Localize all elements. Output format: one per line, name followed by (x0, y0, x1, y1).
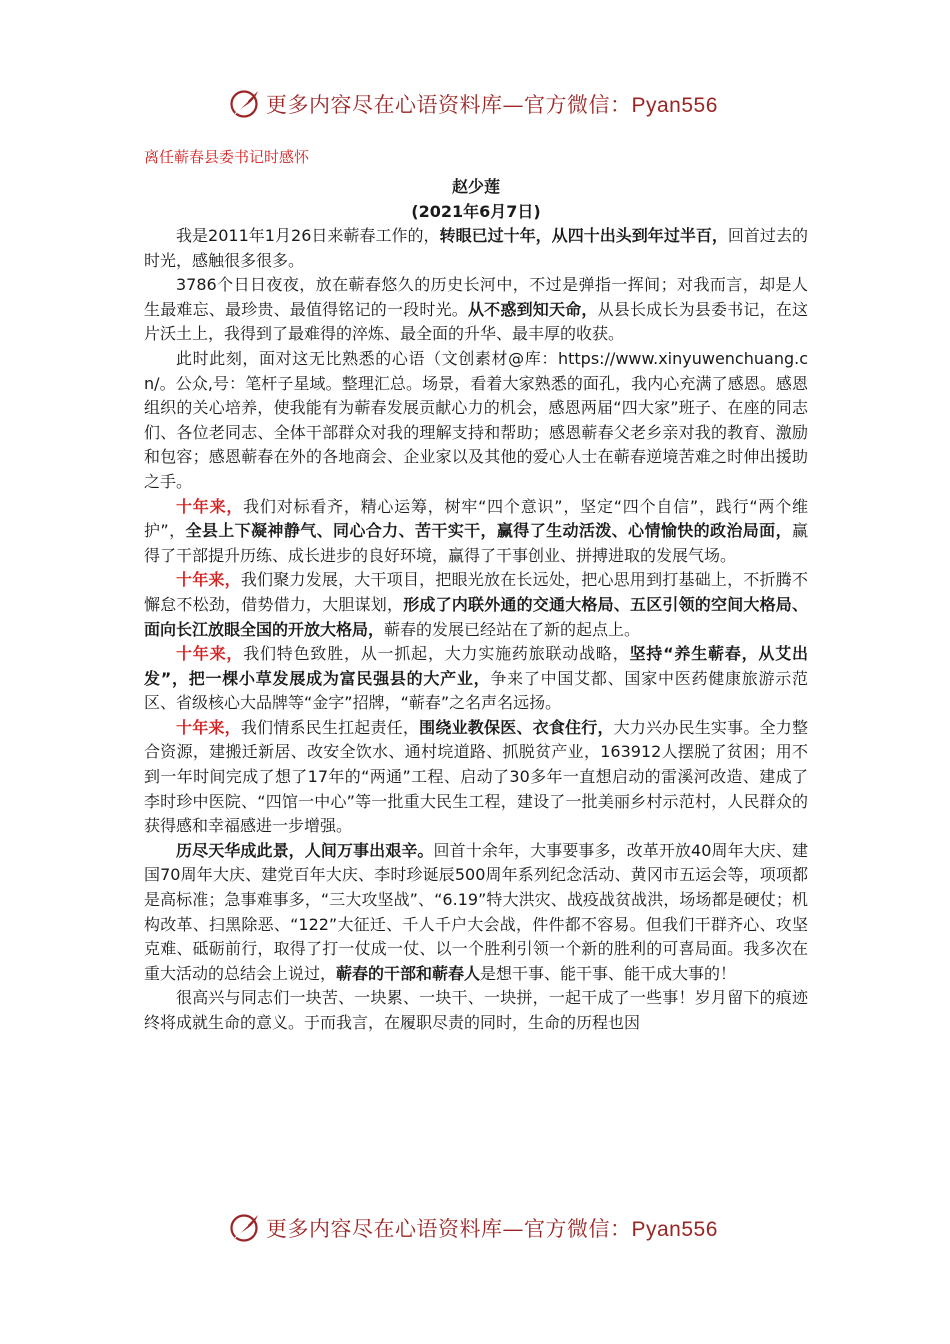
ten-years-label: 十年来， (176, 570, 241, 590)
ten-years-label: 十年来， (176, 717, 241, 737)
wechat-id: Pyan556 (631, 1218, 718, 1241)
paragraph-6: 十年来，我们特色致胜，从一抓起，大力实施药旅联动战略，坚持“养生蕲春，从艾出发”，把一棵小草发展成为富民强县的大产业，争来了中国艾都、国家中医药健康旅游示范区、省级核心大品牌等“金字”招牌，“蕲春”之名声名远扬。 (144, 644, 808, 713)
paragraph-5: 十年来，我们聚力发展，大干项目，把眼光放在长远处，把心思用到打基础上，不折腾不懈怠不松劲，借势借力，大胆谋划，形成了内联外通的交通大格局、五区引领的空间大格局、面向长江放眼全国的开放大格局，蕲春的发展已经站在了新的起点上。 (144, 570, 808, 639)
watermark-text: 更多内容尽在心语资料库—官方微信：Pyan556 (266, 1217, 718, 1241)
paragraph-7: 十年来，我们情系民生扛起责任，围绕业教保医、衣食住行，大力兴办民生实事。全力整合资源，建搬迁新居、改安全饮水、通村垸道路、抓脱贫产业，163912人摆脱了贫困；用不到一年时间完成了想了17年的“两通”工程、启动了30多年一直想启动的雷溪河改造、建成了李时珍中医院、“四馆一中心”等一批重大民生工程，建设了一批美丽乡村示范村，人民群众的获得感和幸福感进一步增强。 (144, 717, 808, 836)
document-title: 离任蕲春县委书记时感怀 (144, 148, 310, 166)
paragraph-9: 很高兴与同志们一块苦、一块累、一块干、一块拼，一起干成了一些事！岁月留下的痕迹终将成就生命的意义。于而我言，在履职尽责的同时，生命的历程也因 (144, 988, 808, 1032)
document-body (144, 144, 808, 1036)
author-name: 赵少莲 (451, 177, 500, 196)
paragraph-4: 十年来，我们对标看齐，精心运筹，树牢“四个意识”，坚定“四个自信”，践行“两个维护”，全县上下凝神静气、同心合力、苦干实干，赢得了生动活泼、心情愉快的政治局面，赢得了干部提升历练、成长进步的良好环境，赢得了干事创业、拼搏进取的发展气场。 (144, 496, 808, 565)
paragraph-3: 此时此刻，面对这无比熟悉的心语（文创素材@库：https://www.xinyuwenchuang.cn/。公众,号：笔杆子星域。整理汇总。场景，看着大家熟悉的面孔，我内心充满了感恩。感恩组织的关心培养，使我能有为蕲春发展贡献心力的机会，感恩两届“四大家”班子、在座的同志们、各位老同志、全体干部群众对我的理解支持和帮助；感恩蕲春父老乡亲对我的教育、激励和包容；感恩蕲春在外的各地商会、企业家以及其他的爱心人士在蕲春逆境苦难之时伸出援助之手。 (144, 348, 808, 491)
watermark-text: 更多内容尽在心语资料库—官方微信：Pyan556 (266, 93, 718, 117)
ten-years-label: 十年来， (176, 496, 244, 516)
document-date: (2021年6月7日) (411, 202, 541, 221)
quill-pen-circle-icon (228, 1211, 262, 1245)
quill-pen-circle-icon (228, 87, 262, 121)
paragraph-2: 3786个日日夜夜，放在蕲春悠久的历史长河中，不过是弹指一挥间；对我而言，却是人生最难忘、最珍贵、最值得铭记的一段时光。从不惑到知天命，从县长成长为县委书记，在这片沃土上，我得到了最难得的淬炼、最全面的升华、最丰厚的收获。 (144, 275, 808, 344)
paragraph-8: 历尽天华成此景，人间万事出艰辛。回首十余年，大事要事多，改革开放40周年大庆、建国70周年大庆、建党百年大庆、李时珍诞辰500周年系列纪念活动、黄冈市五运会等，项项都是高标准；急事难事多，“三大攻坚战”、“6.19”特大洪灾、战疫战贫战洪，场场都是硬仗；机构改革、扫黑除恶、“122”大征迁、千人千户大会战，件件都不容易。但我们干群齐心、攻坚克难、砥砺前行，取得了打一仗成一仗、以一个胜利引领一个新的胜利的可喜局面。我多次在重大活动的总结会上说过，蕲春的干部和蕲春人是想干事、能干事、能干成大事的！ (144, 840, 808, 983)
wechat-id: Pyan556 (631, 94, 718, 117)
watermark-banner-top (0, 84, 950, 124)
paragraph-1: 我是2011年1月26日来蕲春工作的，转眼已过十年，从四十出头到年过半百，回首过去的时光，感触很多很多。 (144, 226, 808, 270)
watermark-banner-bottom (0, 1208, 950, 1248)
ten-years-label: 十年来， (176, 644, 244, 664)
